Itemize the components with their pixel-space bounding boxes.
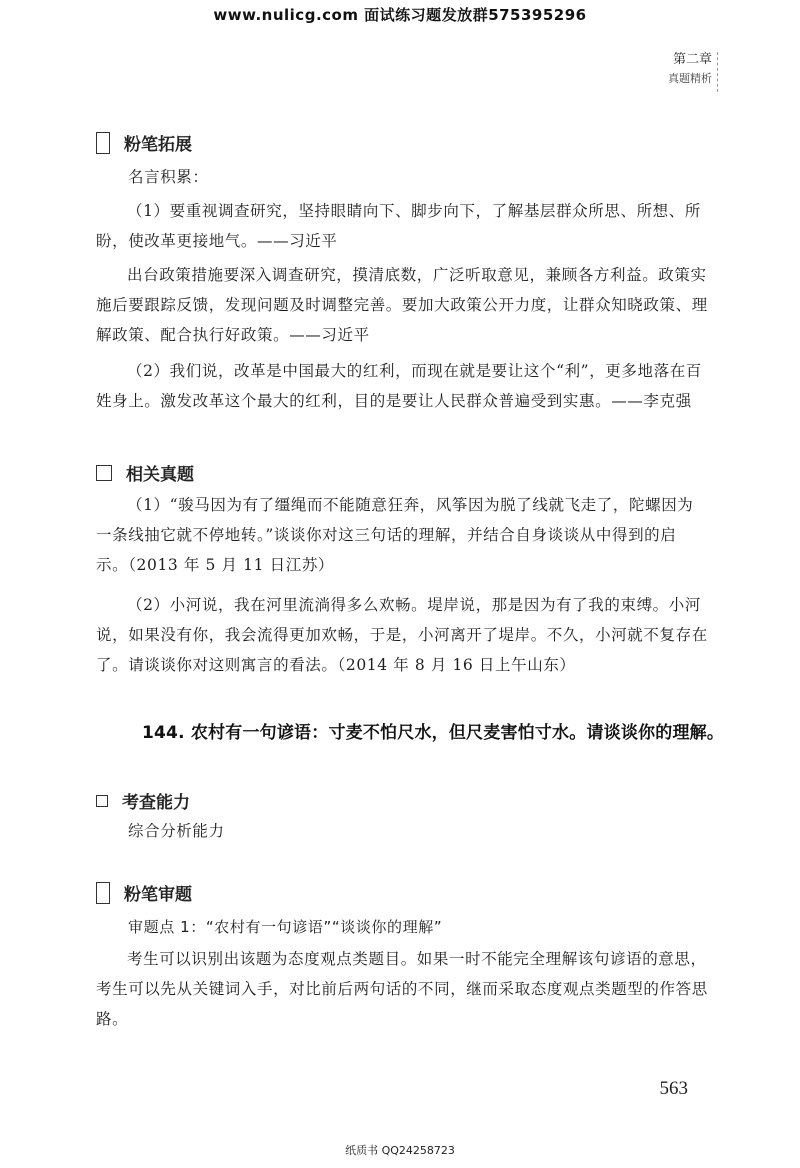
section-marker-icon	[96, 465, 112, 481]
section-marker-icon	[96, 132, 110, 154]
section-review-title: 粉笔审题	[124, 885, 192, 905]
section-related-title: 相关真题	[126, 465, 194, 485]
section-marker-icon	[96, 882, 110, 904]
section-related-heading	[96, 460, 194, 485]
bottom-note: 纸质书 QQ24258723	[345, 1144, 455, 1157]
extension-paragraph-3: （2）我们说，改革是中国最大的红利，而现在就是要让这个“利”，更多地落在百姓身上。激发改革这个最大的红利，目的是要让人民群众普遍受到实惠。——李克强	[96, 362, 702, 410]
chapter-divider	[717, 52, 718, 92]
section-extension-title: 粉笔拓展	[124, 135, 192, 155]
ability-text: 综合分析能力	[128, 822, 225, 840]
page-number: 563	[659, 1078, 688, 1099]
chapter-subtitle: 真题精析	[668, 72, 712, 85]
extension-paragraph-1: （1）要重视调查研究，坚持眼睛向下、脚步向下，了解基层群众所思、所想、所盼，使改革更接地气。——习近平	[96, 202, 701, 250]
extension-paragraph-2: 出台政策措施要深入调查研究，摸清底数，广泛听取意见，兼顾各方利益。政策实施后要跟踪反馈，发现问题及时调整完善。要加大政策公开力度，让群众知晓政策、理解政策、配合执行好政策。——习近平	[96, 266, 708, 344]
related-question-2: （2）小河说，我在河里流淌得多么欢畅。堤岸说，那是因为有了我的束缚。小河说，如果没有你，我会流得更加欢畅，于是，小河离开了堤岸。不久，小河就不复存在了。请谈谈你对这则寓言的看法。（2014 年 8 月 16 日上午山东）	[96, 596, 708, 674]
review-point-1: 审题点 1：“农村有一句谚语”“谈谈你的理解”	[128, 918, 443, 936]
section-marker-icon	[96, 795, 108, 807]
section-review-heading	[96, 880, 192, 905]
section-ability-title: 考查能力	[122, 793, 190, 813]
review-text: 考生可以识别出该题为态度观点类题目。如果一时不能完全理解该句谚语的意思，考生可以先从关键词入手，对比前后两句话的不同，继而采取态度观点类题型的作答思路。	[96, 950, 708, 1028]
question-144: 144. 农村有一句谚语：寸麦不怕尺水，但尺麦害怕寸水。请谈谈你的理解。	[142, 723, 725, 743]
extension-intro: 名言积累：	[128, 168, 209, 186]
section-ability-heading	[96, 788, 190, 813]
top-banner: www.nulicg.com 面试练习题发放群575395296	[213, 6, 587, 24]
chapter-header	[668, 50, 712, 88]
section-extension-heading	[96, 130, 192, 155]
chapter-title: 第二章	[672, 52, 712, 67]
related-question-1: （1）“骏马因为有了缰绳而不能随意狂奔，风筝因为脱了线就飞走了，陀螺因为一条线抽它就不停地转。”谈谈你对这三句话的理解，并结合自身谈谈从中得到的启示。（2013 年 5 月 11 日江苏）	[96, 496, 694, 574]
